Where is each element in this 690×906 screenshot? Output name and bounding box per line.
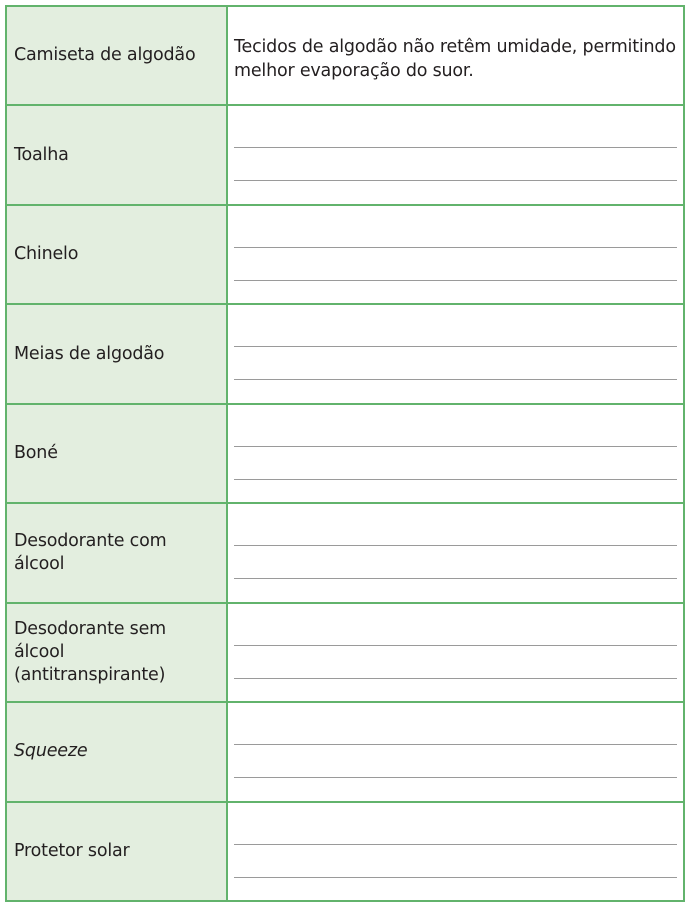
answer-line — [234, 645, 677, 646]
answer-line — [234, 147, 677, 148]
answer-line — [234, 545, 677, 546]
answer-line — [234, 744, 677, 745]
answer-line — [234, 877, 677, 878]
item-cell — [6, 802, 227, 902]
item-label: Desodorante com álcool — [14, 530, 167, 574]
answer-line — [234, 844, 677, 845]
item-label: Chinelo — [14, 244, 79, 265]
table-row — [6, 802, 684, 902]
item-label: Boné — [14, 442, 58, 463]
table-row — [6, 603, 684, 702]
item-label: Squeeze — [14, 741, 88, 762]
worksheet-table — [5, 5, 685, 902]
item-label: Meias de algodão — [14, 343, 165, 364]
answer-line — [234, 446, 677, 447]
table-row — [6, 304, 684, 403]
answer-cell[interactable] — [227, 105, 684, 204]
answer-line — [234, 479, 677, 480]
answer-cell[interactable] — [227, 404, 684, 503]
answer-cell — [227, 6, 684, 105]
answer-cell[interactable] — [227, 205, 684, 304]
table-row — [6, 503, 684, 602]
item-cell — [6, 6, 227, 105]
answer-line — [234, 777, 677, 778]
item-label: Desodorante sem álcool (antitranspirante) — [14, 618, 167, 685]
item-label: Toalha — [14, 144, 69, 165]
answer-line — [234, 346, 677, 347]
answer-line — [234, 280, 677, 281]
answer-text: Tecidos de algodão não retêm umidade, permitindo melhor evaporação do suor. — [234, 37, 676, 81]
item-cell — [6, 105, 227, 204]
answer-line — [234, 247, 677, 248]
answer-line — [234, 180, 677, 181]
table-row — [6, 6, 684, 105]
table-row — [6, 105, 684, 204]
item-cell — [6, 702, 227, 801]
answer-line — [234, 379, 677, 380]
table-row — [6, 702, 684, 801]
table-row — [6, 205, 684, 304]
answer-cell[interactable] — [227, 802, 684, 902]
item-cell — [6, 205, 227, 304]
item-cell — [6, 304, 227, 403]
answer-line — [234, 578, 677, 579]
item-cell — [6, 503, 227, 602]
item-cell — [6, 404, 227, 503]
answer-cell[interactable] — [227, 304, 684, 403]
answer-cell[interactable] — [227, 702, 684, 801]
answer-cell[interactable] — [227, 503, 684, 602]
answer-line — [234, 678, 677, 679]
table-row — [6, 404, 684, 503]
item-cell — [6, 603, 227, 702]
item-label: Camiseta de algodão — [14, 45, 196, 66]
item-label: Protetor solar — [14, 840, 130, 861]
answer-cell[interactable] — [227, 603, 684, 702]
